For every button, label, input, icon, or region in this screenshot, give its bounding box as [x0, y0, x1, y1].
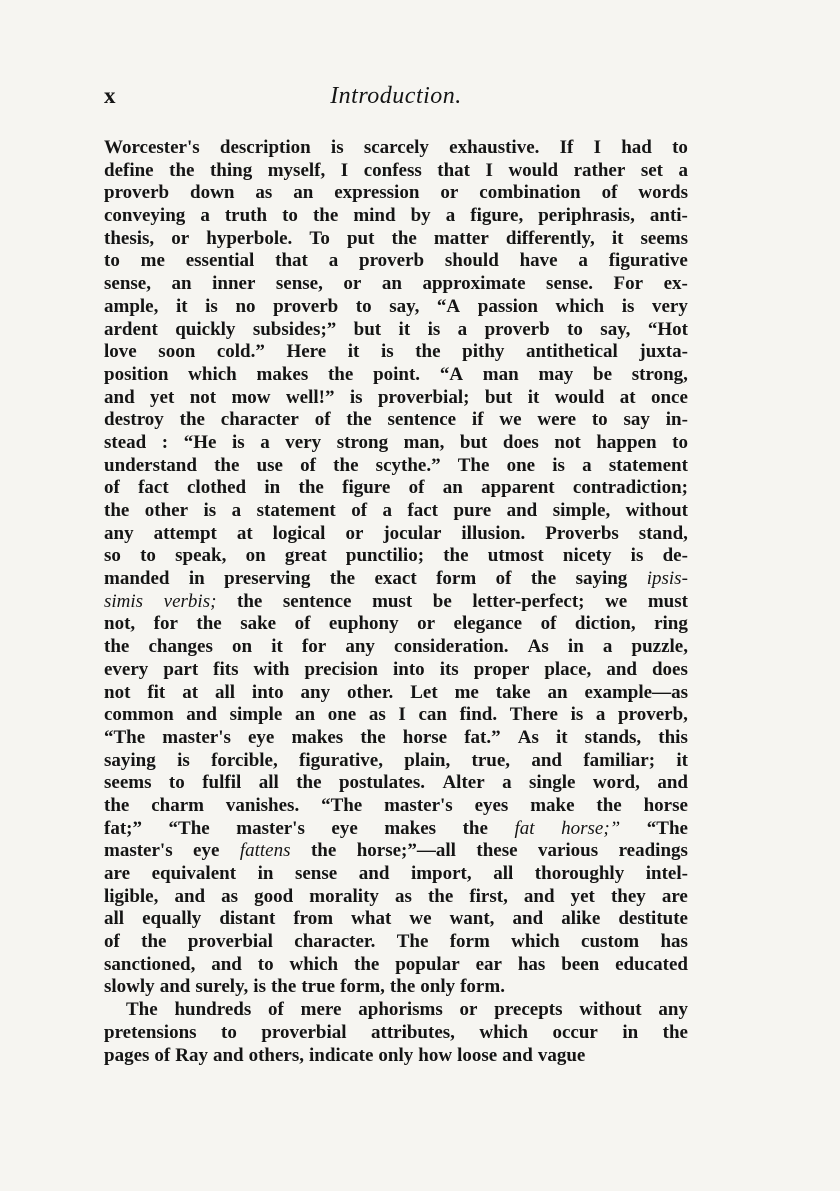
text-line: master's eye fattens the horse;”—all these various readings [104, 840, 688, 862]
text-line: not fit at all into any other. Let me take an example—as [104, 681, 688, 703]
text-line: the changes on it for any consideration. As in a puzzle, [104, 636, 688, 658]
text-line: every part fits with precision into its proper place, and does [104, 658, 688, 680]
text-line: are equivalent in sense and import, all thoroughly intel- [104, 863, 688, 884]
text-line: fat;” “The master's eye makes the fat horse;” “The [104, 817, 688, 839]
text-line: destroy the character of the sentence if we were to say in- [104, 409, 688, 431]
text-line: pretensions to proverbial attributes, which occur in the [104, 1021, 688, 1043]
text-line: sanctioned, and to which the popular ear has been educated [104, 953, 688, 975]
text-line: the other is a statement of a fact pure and simple, without [104, 500, 688, 521]
text-line: all equally distant from what we want, and alike destitute [104, 908, 688, 930]
text-line: simis verbis; the sentence must be letter-perfect; we must [104, 590, 688, 612]
text-line: proverb down as an expression or combination of words [104, 182, 688, 204]
text-line: love soon cold.” Here it is the pithy antithetical juxta- [104, 341, 688, 363]
text-line: common and simple an one as I can find. There is a proverb, [104, 704, 688, 726]
text-line: saying is forcible, figurative, plain, true, and familiar; it [104, 749, 688, 771]
text-line: “The master's eye makes the horse fat.” As it stands, this [104, 726, 688, 748]
text-line: ligible, and as good morality as the first, and yet they are [104, 885, 688, 907]
text-line: not, for the sake of euphony or elegance of diction, ring [104, 613, 688, 635]
text-line: slowly and surely, is the true form, the only form. [104, 976, 505, 998]
text-line: to me essential that a proverb should have a figurative [104, 250, 688, 272]
text-line: manded in preserving the exact form of the saying ipsis- [104, 568, 688, 590]
text-line: The hundreds of mere aphorisms or precepts without any [126, 999, 688, 1021]
text-line: Worcester's description is scarcely exhaustive. If I had to [104, 137, 688, 158]
text-line: pages of Ray and others, indicate only how loose and vague [104, 1044, 586, 1066]
body-text [104, 137, 688, 1067]
text-line: of fact clothed in the figure of an apparent contradiction; [104, 477, 688, 499]
page-header [104, 83, 688, 117]
text-line: and yet not mow well!” is proverbial; but it would at once [104, 386, 688, 408]
text-line: ardent quickly subsides;” but it is a proverb to say, “Hot [104, 318, 688, 340]
text-line: seems to fulfil all the postulates. Alter a single word, and [104, 772, 688, 794]
text-line: position which makes the point. “A man may be strong, [104, 363, 688, 385]
text-line: so to speak, on great punctilio; the utmost nicety is de- [104, 545, 688, 567]
text-line: of the proverbial character. The form which custom has [104, 931, 688, 953]
running-head: Introduction. [330, 83, 462, 109]
text-line: sense, an inner sense, or an approximate sense. For ex- [104, 273, 688, 295]
text-line: define the thing myself, I confess that I would rather set a [104, 159, 688, 181]
text-line: conveying a truth to the mind by a figure, periphrasis, anti- [104, 205, 688, 227]
text-line: thesis, or hyperbole. To put the matter differently, it seems [104, 227, 688, 249]
text-line: ample, it is no proverb to say, “A passion which is very [104, 295, 688, 317]
text-line: any attempt at logical or jocular illusion. Proverbs stand, [104, 522, 688, 544]
text-line: stead : “He is a very strong man, but does not happen to [104, 431, 688, 453]
text-line: the charm vanishes. “The master's eyes make the horse [104, 794, 688, 816]
text-line: understand the use of the scythe.” The one is a statement [104, 454, 688, 476]
page-number: x [104, 83, 117, 108]
